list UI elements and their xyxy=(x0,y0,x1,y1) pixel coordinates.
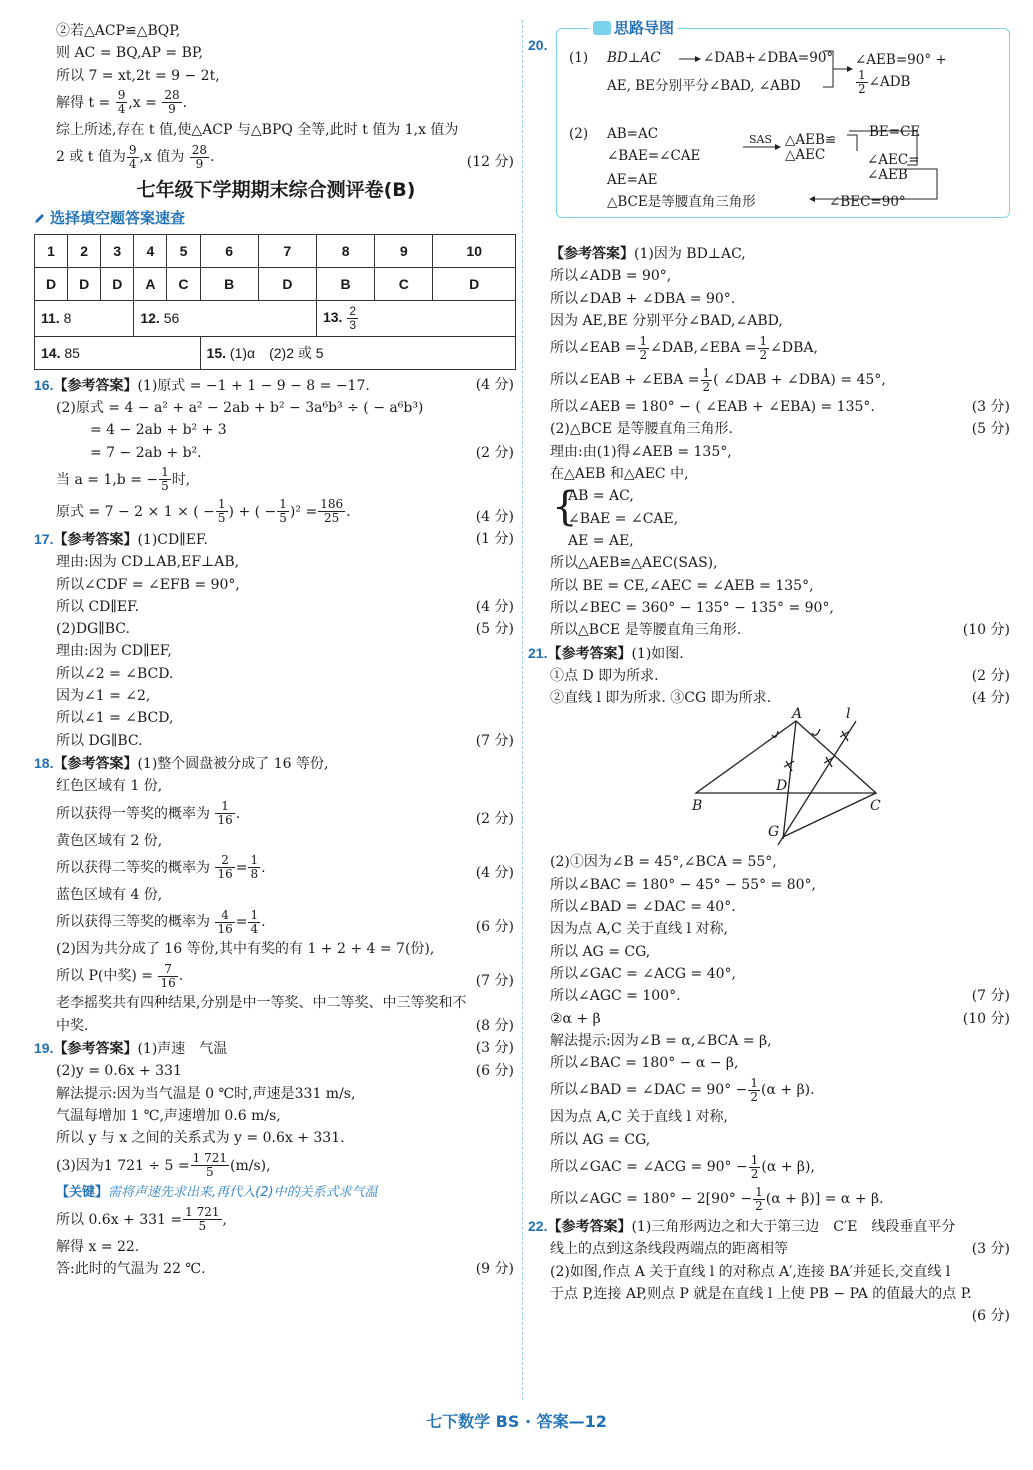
line: 当 a = 1,b = − $\frac{1}{5}$ 时, xyxy=(56,465,191,494)
line: 因为点 A,C 关于直线 l 对称, xyxy=(550,1109,729,1126)
line: = 4 − 2ab + b² + 3 xyxy=(90,422,227,439)
line: 所以∠EAB + ∠EBA = $\frac{1}{2}$ ( ∠DAB + ∠DBA) = 45°, xyxy=(550,365,886,394)
line: 所以 CD∥EF. (4 分) xyxy=(56,598,514,615)
line: 解法提示:因为∠B = α,∠BCA = β, xyxy=(550,1032,772,1049)
line: 所以∠AGC = 180° − 2[90° − $\frac{1}{2}$ (α + β)] = α + β. xyxy=(550,1184,884,1213)
table-row: 1 2 3 4 5 6 7 8 9 10 xyxy=(35,234,516,267)
line: 线上的点到这条线段两端点的距离相等 (3 分) xyxy=(550,1241,1010,1258)
line: 蓝色区域有 4 份, xyxy=(56,886,163,903)
table-row: D D D A C B D B C D xyxy=(35,267,516,300)
line: (2)原式 = 4 − a² + a² − 2ab + b² − 3a⁶b³ ÷ ( − a⁶b³) xyxy=(56,400,424,417)
line: 所以∠BAD = ∠DAC = 90° − $\frac{1}{2}$ (α + β). xyxy=(550,1075,815,1104)
table-row: 11. 8 12. 56 13. $\frac{2}{3}$ xyxy=(35,300,516,336)
line: 老李摇奖共有四种结果,分别是中一等奖、中二等奖、中三等奖和不 xyxy=(56,995,467,1012)
line: 原式 = 7 − 2 × 1 × ( − $\frac{1}{5}$ ) + ( − $\frac{1}{5}$ )² = $\frac{186}{25}$ . (4 分) xyxy=(56,497,514,526)
line: 所以∠DAB + ∠DBA = 90°. xyxy=(550,290,736,307)
fraction: $\frac{28}{9}$ xyxy=(164,88,180,117)
line: 于点 P,连接 AP,则点 P 就是在直线 l 上使 PB − PA 的值最大的点 P. xyxy=(550,1285,972,1302)
q21-line: 21.【参考答案】(1)如图. xyxy=(528,644,684,662)
line: ②α + β (10 分) xyxy=(550,1010,1010,1027)
pen-icon xyxy=(34,212,46,224)
right-column xyxy=(528,20,1014,1328)
line: 所以∠AEB = 180° − ( ∠EAB + ∠EBA) = 135°. (3 分) xyxy=(550,399,1010,416)
label-c: C xyxy=(870,798,881,815)
mind-map: 思路导图 (1) BD⊥AC ∠DAB+∠DBA=90° AE, BE分别平分∠BAD, ∠ABD ∠AEB=90° + $\frac{1}{2}$ ∠ADB (2) AB=AC ∠BAE=∠CAE AE=AE SAS △AEB≌ △AEC BE=CE ∠AEC= ∠AEB △BCE是等腰直角三角形 ∠BEC=90° xyxy=(556,28,1010,218)
score: (12 分) xyxy=(466,154,514,171)
q18-line: 18.【参考答案】(1)整个圆盘被分成了 16 等份, xyxy=(34,754,329,772)
line: 所以获得三等奖的概率为 $\frac{4}{16}$ = $\frac{1}{4}$ . (6 分) xyxy=(56,907,514,936)
table-row: 14. 85 15. (1)α (2)2 或 5 xyxy=(35,336,516,369)
quick-answer-title: 选择填空题答案速查 xyxy=(34,207,518,229)
line: 所以 AG = CG, xyxy=(550,1131,651,1148)
answer-table xyxy=(34,234,516,370)
line: (2)y = 0.6x + 331 (6 分) xyxy=(56,1063,514,1080)
line: ②直线 l 即为所求. ③CG 即为所求. (4 分) xyxy=(550,690,1010,707)
line: 所以∠BAC = 180° − α − β, xyxy=(550,1055,739,1072)
brace: { xyxy=(552,484,578,531)
column-divider xyxy=(522,20,524,1400)
line: 所以 y 与 x 之间的关系式为 y = 0.6x + 331. xyxy=(56,1130,345,1147)
line: 红色区域有 1 份, xyxy=(56,778,163,795)
label-a: A xyxy=(792,706,803,723)
line: 所以∠2 = ∠BCD. xyxy=(56,665,174,682)
mind-map-title: 思路导图 xyxy=(589,17,678,39)
line: 所以△BCE 是等腰直角三角形. (10 分) xyxy=(550,622,1010,639)
label-b: B xyxy=(692,798,703,815)
line: 所以∠BAC = 180° − 45° − 55° = 80°, xyxy=(550,876,816,893)
line: 所以△AEB≌△AEC(SAS), xyxy=(550,555,718,572)
line: 所以∠ADB = 90°, xyxy=(550,268,672,285)
q19-line: 19.【参考答案】(1)声速 气温 (3 分) xyxy=(34,1040,514,1058)
line: 所以 7 = xt,2t = 9 − 2t, xyxy=(56,67,220,84)
line: 所以获得二等奖的概率为 $\frac{2}{16}$ = $\frac{1}{8}$ . (4 分) xyxy=(56,853,514,882)
page-footer: 七下数学 BS · 答案—12 xyxy=(426,1412,607,1431)
line: 所以∠BEC = 360° − 135° − 135° = 90°, xyxy=(550,599,834,616)
line: 中奖. (8 分) xyxy=(56,1017,514,1034)
line: 因为∠1 = ∠2, xyxy=(56,688,151,705)
line: = 7 − 2ab + b². (2 分) xyxy=(90,444,514,461)
label-l: l xyxy=(846,706,851,723)
line: 所以 AG = CG, xyxy=(550,943,651,960)
line: 所以∠EAB = $\frac{1}{2}$ ∠DAB,∠EBA = $\frac{1}{2}$ ∠DBA, xyxy=(550,333,818,362)
key-note: 【关键】需将声速先求出来,再代入(2)中的关系式求气温 xyxy=(56,1184,378,1200)
line: 所以获得一等奖的概率为 $\frac{1}{16}$ . (2 分) xyxy=(56,799,514,828)
line: 因为 AE,BE 分别平分∠BAD,∠ABD, xyxy=(550,312,783,329)
line: ②若△ACP≌△BQP, xyxy=(56,23,181,39)
line: (6 分) xyxy=(971,1308,1010,1325)
line: (2)DG∥BC. (5 分) xyxy=(56,621,514,638)
solve-line: 解得 t = $\frac{9}{4}$ ,x = $\frac{28}{9}$ . xyxy=(56,88,188,117)
line: (3)因为1 721 ÷ 5 = $\frac{1 721}{5}$ (m/s), xyxy=(56,1151,271,1179)
line: 气温每增加 1 ℃,声速增加 0.6 m/s, xyxy=(56,1107,281,1124)
line: 所以∠BAD = ∠DAC = 40°. xyxy=(550,899,736,916)
left-column xyxy=(34,20,518,1280)
line: 黄色区域有 2 份, xyxy=(56,832,163,849)
label-d: D xyxy=(776,778,788,795)
label-g: G xyxy=(768,824,780,841)
line: ①点 D 即为所求. (2 分) xyxy=(550,667,1010,684)
line: (2)因为共分成了 16 等份,其中有奖的有 1 + 2 + 4 = 7(份), xyxy=(56,941,435,958)
q17-line: 17.【参考答案】(1)CD∥EF. (1 分) xyxy=(34,530,514,548)
line: 所以∠1 = ∠BCD, xyxy=(56,710,174,727)
line: 所以 0.6x + 331 = $\frac{1 721}{5}$ , xyxy=(56,1205,227,1234)
line: 所以 P(中奖) = $\frac{7}{16}$ . (7 分) xyxy=(56,961,514,990)
line: 所以∠GAC = ∠ACG = 90° − $\frac{1}{2}$ (α + β), xyxy=(550,1152,815,1181)
line: 理由:因为 CD∥EF, xyxy=(56,643,172,660)
line: (2)①因为∠B = 45°,∠BCA = 55°, xyxy=(550,854,777,871)
q20-mindmap-block: 20. 思路导图 (1) BD⊥AC ∠DAB+∠DBA=90° AE, BE分别平分∠BAD, ∠ABD ∠AEB=90° + $\frac{1}{2}$ ∠ADB (2) AB=AC ∠BAE=∠CAE AE=AE SAS △AEB≌ △AEC BE=CE ∠AEC= ∠AEB △BCE是等腰直角三角形 ∠BEC=90° xyxy=(528,28,1014,238)
line: 因为点 A,C 关于直线 l 对称, xyxy=(550,921,729,938)
line: 理由:因为 CD⊥AB,EF⊥AB, xyxy=(56,554,240,571)
line: 所以∠AGC = 100°. (7 分) xyxy=(550,988,1010,1005)
line: 在△AEB 和△AEC 中, xyxy=(550,466,689,483)
line: 则 AC = BQ,AP = BP, xyxy=(56,45,203,62)
line: 所以∠GAC = ∠ACG = 40°, xyxy=(550,965,736,982)
summary-line-2: 2 或 t 值为 $\frac{9}{4}$ ,x 值为 $\frac{28}{9}$ . (12 分) xyxy=(34,141,518,173)
line: (2)△BCE 是等腰直角三角形. (5 分) xyxy=(550,421,1010,438)
line: 【参考答案】(1)因为 BD⊥AC, xyxy=(550,245,746,262)
line: (2)如图,作点 A 关于直线 l 的对称点 A′,连接 BA′并延长,交直线 l xyxy=(550,1263,951,1280)
line: 所以 DG∥BC. (7 分) xyxy=(56,732,514,749)
line: 所以 BE = CE,∠AEC = ∠AEB = 135°, xyxy=(550,577,814,594)
line: 解法提示:因为当气温是 0 ℃时,声速是331 m/s, xyxy=(56,1085,356,1102)
line: 答:此时的气温为 22 ℃. (9 分) xyxy=(56,1261,514,1278)
q16-line: 16.【参考答案】(1)原式 = −1 + 1 − 9 − 8 = −17. (4 分) xyxy=(34,376,514,394)
line: 所以∠CDF = ∠EFB = 90°, xyxy=(56,576,240,593)
summary-line: 综上所述,存在 t 值,使△ACP 与△BPQ 全等,此时 t 值为 1,x 值为 xyxy=(56,121,459,138)
geometry-figure xyxy=(528,706,1014,851)
exam-title: 七年级下学期期末综合测评卷(B) xyxy=(136,179,416,202)
line: 理由:由(1)得∠AEB = 135°, xyxy=(550,443,732,460)
brace-system: { AB = AC, ∠BAE = ∠CAE, AE = AE, xyxy=(552,484,679,549)
line: 解得 x = 22. xyxy=(56,1238,140,1255)
q22-line: 22.【参考答案】(1)三角形两边之和大于第三边 C′E 线段垂直平分 xyxy=(528,1218,956,1236)
fraction: $\frac{9}{4}$ xyxy=(117,88,126,117)
